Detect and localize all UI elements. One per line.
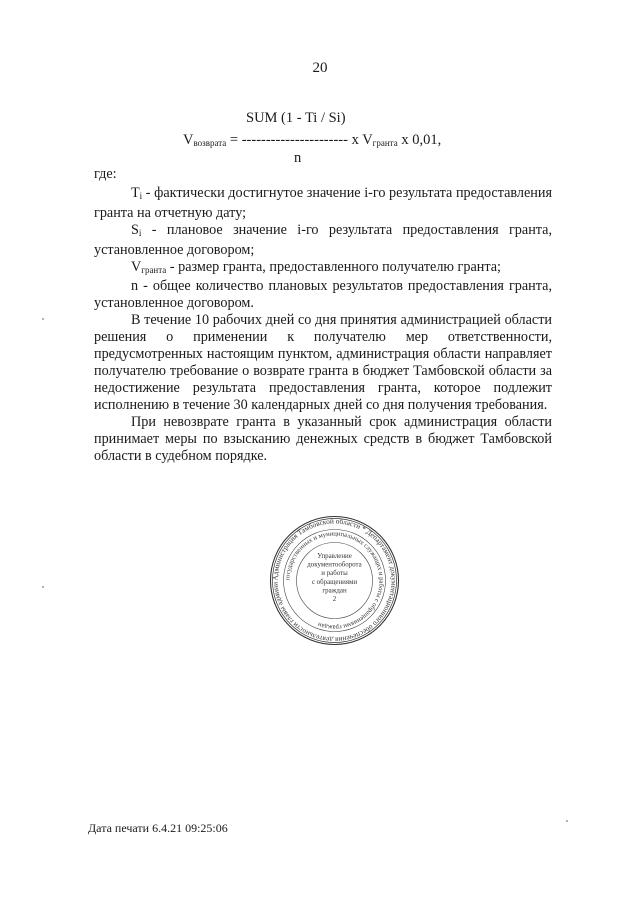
paragraph-return-requirement: В течение 10 рабочих дней со дня принятия администрацией области решения о применении к получателю мер ответственности, предусмотренных настоящим пунктом, администрация области направляет получателю требование о возврате гранта в бюджет Тамбовской области за недостижение результата предоставления гранта, которое подлежит исполнению в течение 30 календарных дней со дня получения требования. (94, 312, 552, 413)
stamp-center-line: граждан (322, 587, 347, 595)
where-label: где: (94, 166, 117, 182)
formula-rhs-symbol: V (362, 132, 373, 148)
stamp-center-line: и работы (321, 570, 348, 578)
stamp-center-line: 2 (332, 596, 337, 603)
definition-symbol: T (131, 184, 140, 201)
stamp-center-line: с обращениями (311, 578, 358, 586)
stamp-outer-ring-text: Администрация Тамбовской области * Департамент документационного обеспечения деятельности главы админи (270, 516, 399, 645)
formula-main-line (183, 132, 441, 149)
formula-lhs-symbol: V (183, 132, 194, 148)
formula-numerator: SUM (1 - Ti / Si) (246, 110, 346, 126)
definition-symbol: V (131, 258, 142, 275)
official-stamp (268, 514, 401, 647)
definition-text: - размер гранта, предоставленного получателю гранта; (166, 258, 501, 275)
definition-ti (94, 185, 552, 222)
scan-speck (42, 318, 44, 320)
page-number: 20 (312, 60, 328, 76)
formula-denominator: n (294, 150, 302, 166)
definition-symbol: n (131, 278, 139, 295)
stamp-center-text (307, 553, 361, 603)
formula-fraction-bar: = ---------------------- x (226, 132, 363, 148)
definition-subscript: i (139, 190, 143, 201)
stamp-center-line: документооборота (307, 561, 362, 569)
definition-text: - плановое значение i-го результата предоставления гранта, установленное договором; (94, 221, 552, 258)
document-body (94, 166, 552, 464)
definition-subscript: i (138, 227, 142, 238)
definition-text: - общее количество плановых результатов предоставления гранта, установленное договором. (94, 278, 552, 312)
definition-text: - фактически достигнутое значение i-го результата предоставления гранта на отчетную дату; (94, 184, 552, 221)
formula-rhs-tail: x 0,01, (397, 132, 442, 148)
definition-symbol: S (131, 221, 139, 238)
print-date: Дата печати 6.4.21 09:25:06 (88, 821, 228, 835)
definition-n (94, 278, 552, 312)
formula-lhs-subscript: возврата (193, 138, 227, 148)
definition-subscript: гранта (141, 264, 167, 275)
stamp-center-line: Управление (317, 553, 352, 560)
definition-vgranta (94, 259, 552, 279)
paragraph-court-recovery: При невозврате гранта в указанный срок администрация области принимает меры по взысканию денежных средств в бюджет Тамбовской области в судебном порядке. (94, 413, 552, 464)
definition-si (94, 222, 552, 259)
stamp-middle-ring-text: государственных и муниципальных служащих и работы с обращениями граждан (284, 530, 385, 631)
scan-speck (42, 586, 44, 588)
scan-speck (566, 820, 568, 822)
formula-rhs-subscript: гранта (372, 138, 398, 148)
